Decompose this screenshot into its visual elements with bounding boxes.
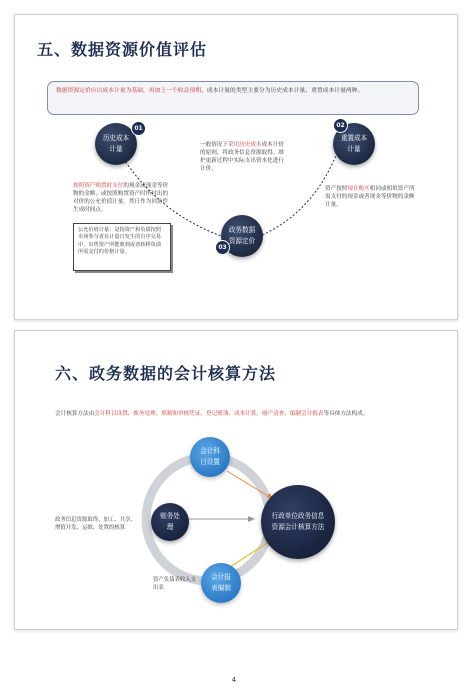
account-processing-circle: [151, 503, 189, 541]
badge-03: 03: [215, 240, 230, 255]
intro2-pre: 会计核算方法由: [55, 411, 95, 417]
badge-02: 02: [333, 118, 348, 133]
right-text-pre: 资产按照: [325, 186, 348, 192]
middle-text-highlight: 采用历史成本: [227, 142, 262, 148]
middle-text-post: 成本计价的原则，将政务信息资源取得、维护更新过程中实际支出资本化进行计价。: [200, 142, 284, 173]
badge-01: 01: [131, 121, 146, 136]
left-text: [73, 182, 171, 214]
left-text-post: 的现金或现金等价物的金额，或按照购置资产时所付出的对价的公允价值计量。然日作为回访件生成时间点。: [73, 183, 169, 214]
fair-value-note: 公允价值计量：是指资产和负债按照市场参与者在计量日发生的有序交易中，出售资产所能收到或者转移负债所需支付的价格计量。: [73, 223, 171, 271]
account-setup-circle: [190, 437, 230, 477]
historical-cost-label: 历史成本计量: [102, 134, 130, 153]
right-text-highlight: 现在购买: [347, 186, 370, 192]
bottom-note: 资产负债表收入支出表: [153, 577, 197, 591]
right-text-post: 相同或相似资产所需支付的现金或者现金等价物的金额计量。: [325, 186, 415, 209]
replacement-cost-label: 重置成本计量: [340, 134, 368, 153]
intro2-highlight: 会计科目设置、账务处理、填制和审核凭证、登记账簿、成本计算、财产清查、编制会计报表: [94, 411, 324, 417]
page-title-2: 六、政务数据的会计核算方法: [55, 364, 277, 383]
middle-text: [200, 141, 286, 173]
page-title: 五、数据资源价值评估: [37, 40, 208, 59]
right-text: [325, 185, 417, 209]
statement-circle: [201, 563, 241, 603]
left-text-highlight: 按照资产购置时支付: [73, 183, 124, 189]
intro-rest: 成本计量的类型主要分为历史成本计量、重置成本计量两种。: [206, 88, 364, 94]
middle-text-pre: 一般情况下: [200, 142, 228, 148]
slide-accounting-methods: [14, 330, 458, 630]
core-method-label: 行政单位政务信息资源会计核算方法: [271, 512, 325, 531]
core-method-circle: [261, 485, 335, 559]
intro2-post: 等具体方法构成。: [323, 411, 369, 417]
page-number: 4: [231, 676, 237, 684]
account-processing-label: 账务处理: [160, 512, 180, 531]
intro-highlight: 数据资源定价应以成本计量为基础，再加上一个收益预期。: [56, 88, 207, 94]
pricing-label: 政务数据资源定价: [228, 226, 256, 245]
statement-label: 会计报表编制: [211, 573, 231, 592]
left-note: 政务信息资源取得、加工、共享、增值开发、运维、处置的核算: [55, 517, 136, 531]
slide-value-assessment: [14, 14, 458, 320]
account-setup-label: 会计科目设置: [200, 447, 220, 466]
